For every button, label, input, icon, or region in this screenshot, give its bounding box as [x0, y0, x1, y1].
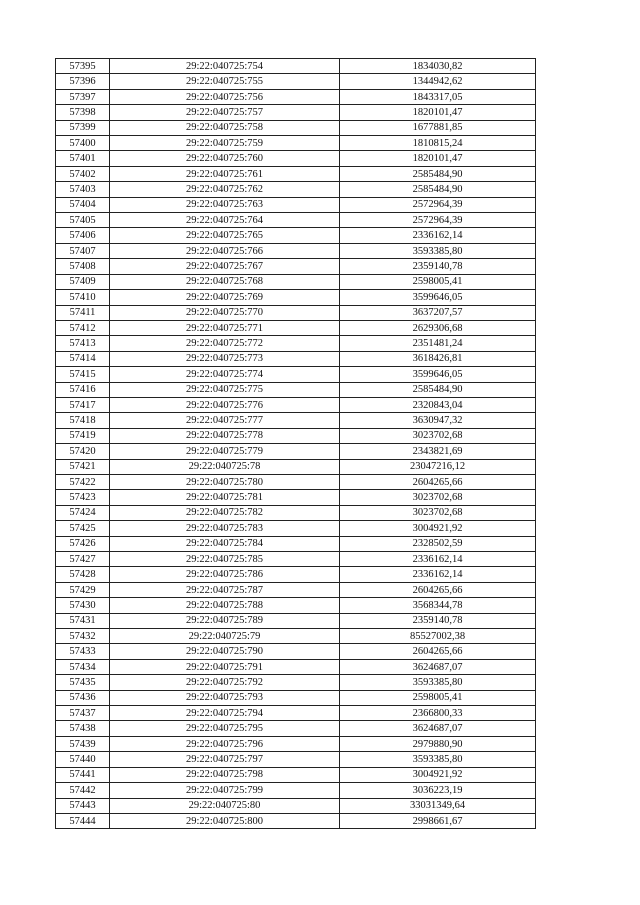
- cadastral-value-cell: 3599646,05: [340, 367, 536, 382]
- cadastral-number-cell: 29:22:040725:761: [110, 166, 340, 181]
- cadastral-value-cell: 3593385,80: [340, 752, 536, 767]
- row-number-cell: 57439: [56, 736, 110, 751]
- row-number-cell: 57441: [56, 767, 110, 782]
- table-row: [56, 243, 536, 258]
- cadastral-number-cell: 29:22:040725:773: [110, 351, 340, 366]
- cadastral-value-cell: 3023702,68: [340, 428, 536, 443]
- row-number-cell: 57420: [56, 444, 110, 459]
- cadastral-number-cell: 29:22:040725:760: [110, 151, 340, 166]
- table-row: [56, 151, 536, 166]
- table-row: [56, 490, 536, 505]
- cadastral-number-cell: 29:22:040725:787: [110, 582, 340, 597]
- table-row: [56, 382, 536, 397]
- table-row: [56, 444, 536, 459]
- row-number-cell: 57436: [56, 690, 110, 705]
- table-row: [56, 166, 536, 181]
- cadastral-number-cell: 29:22:040725:762: [110, 182, 340, 197]
- row-number-cell: 57405: [56, 213, 110, 228]
- row-number-cell: 57437: [56, 706, 110, 721]
- table-row: [56, 105, 536, 120]
- table-row: [56, 59, 536, 74]
- table-row: [56, 320, 536, 335]
- cadastral-number-cell: 29:22:040725:769: [110, 290, 340, 305]
- cadastral-number-cell: 29:22:040725:792: [110, 675, 340, 690]
- cadastral-value-cell: 3630947,32: [340, 413, 536, 428]
- cadastral-number-cell: 29:22:040725:766: [110, 243, 340, 258]
- cadastral-number-cell: 29:22:040725:79: [110, 629, 340, 644]
- table-row: [56, 659, 536, 674]
- cadastral-value-cell: 1834030,82: [340, 59, 536, 74]
- table-row: [56, 613, 536, 628]
- cadastral-value-cell: 3004921,92: [340, 521, 536, 536]
- table-row: [56, 644, 536, 659]
- cadastral-value-cell: 2604265,66: [340, 474, 536, 489]
- row-number-cell: 57403: [56, 182, 110, 197]
- cadastral-value-cell: 3023702,68: [340, 505, 536, 520]
- table-row: [56, 629, 536, 644]
- cadastral-value-cell: 3637207,57: [340, 305, 536, 320]
- cadastral-value-cell: 2572964,39: [340, 213, 536, 228]
- cadastral-number-cell: 29:22:040725:765: [110, 228, 340, 243]
- cadastral-number-cell: 29:22:040725:799: [110, 783, 340, 798]
- table-row: [56, 736, 536, 751]
- row-number-cell: 57417: [56, 397, 110, 412]
- table-row: [56, 367, 536, 382]
- cadastral-value-cell: 2585484,90: [340, 166, 536, 181]
- cadastral-number-cell: 29:22:040725:758: [110, 120, 340, 135]
- cadastral-number-cell: 29:22:040725:796: [110, 736, 340, 751]
- cadastral-number-cell: 29:22:040725:779: [110, 444, 340, 459]
- row-number-cell: 57406: [56, 228, 110, 243]
- cadastral-value-cell: 2998661,67: [340, 813, 536, 828]
- table-row: [56, 89, 536, 104]
- cadastral-number-cell: 29:22:040725:795: [110, 721, 340, 736]
- table-row: [56, 721, 536, 736]
- cadastral-number-cell: 29:22:040725:770: [110, 305, 340, 320]
- cadastral-value-cell: 2604265,66: [340, 644, 536, 659]
- row-number-cell: 57401: [56, 151, 110, 166]
- cadastral-value-cell: 3023702,68: [340, 490, 536, 505]
- table-row: [56, 197, 536, 212]
- row-number-cell: 57434: [56, 659, 110, 674]
- table-row: [56, 274, 536, 289]
- cadastral-number-cell: 29:22:040725:797: [110, 752, 340, 767]
- row-number-cell: 57399: [56, 120, 110, 135]
- row-number-cell: 57397: [56, 89, 110, 104]
- cadastral-value-cell: 2336162,14: [340, 228, 536, 243]
- cadastral-number-cell: 29:22:040725:767: [110, 259, 340, 274]
- cadastral-value-cell: 2336162,14: [340, 552, 536, 567]
- row-number-cell: 57411: [56, 305, 110, 320]
- row-number-cell: 57413: [56, 336, 110, 351]
- table-row: [56, 74, 536, 89]
- row-number-cell: 57396: [56, 74, 110, 89]
- row-number-cell: 57429: [56, 582, 110, 597]
- row-number-cell: 57415: [56, 367, 110, 382]
- cadastral-value-cell: 2320843,04: [340, 397, 536, 412]
- cadastral-value-cell: 1810815,24: [340, 136, 536, 151]
- table-row: [56, 351, 536, 366]
- cadastral-number-cell: 29:22:040725:788: [110, 598, 340, 613]
- cadastral-number-cell: 29:22:040725:772: [110, 336, 340, 351]
- cadastral-value-cell: 3004921,92: [340, 767, 536, 782]
- table-row: [56, 752, 536, 767]
- cadastral-number-cell: 29:22:040725:776: [110, 397, 340, 412]
- cadastral-value-cell: 3618426,81: [340, 351, 536, 366]
- row-number-cell: 57419: [56, 428, 110, 443]
- cadastral-value-cell: 3036223,19: [340, 783, 536, 798]
- table-row: [56, 783, 536, 798]
- cadastral-value-cell: 1820101,47: [340, 151, 536, 166]
- cadastral-value-cell: 2359140,78: [340, 613, 536, 628]
- cadastral-number-cell: 29:22:040725:771: [110, 320, 340, 335]
- cadastral-number-cell: 29:22:040725:755: [110, 74, 340, 89]
- table-row: [56, 706, 536, 721]
- table-row: [56, 813, 536, 828]
- cadastral-value-table: [55, 58, 536, 829]
- cadastral-number-cell: 29:22:040725:780: [110, 474, 340, 489]
- table-row: [56, 675, 536, 690]
- table-row: [56, 397, 536, 412]
- row-number-cell: 57432: [56, 629, 110, 644]
- cadastral-number-cell: 29:22:040725:798: [110, 767, 340, 782]
- cadastral-value-cell: 3593385,80: [340, 243, 536, 258]
- row-number-cell: 57412: [56, 320, 110, 335]
- cadastral-number-cell: 29:22:040725:774: [110, 367, 340, 382]
- row-number-cell: 57438: [56, 721, 110, 736]
- table-row: [56, 521, 536, 536]
- table-row: [56, 459, 536, 474]
- row-number-cell: 57409: [56, 274, 110, 289]
- row-number-cell: 57414: [56, 351, 110, 366]
- cadastral-value-cell: 23047216,12: [340, 459, 536, 474]
- cadastral-number-cell: 29:22:040725:80: [110, 798, 340, 813]
- cadastral-number-cell: 29:22:040725:793: [110, 690, 340, 705]
- table-row: [56, 798, 536, 813]
- cadastral-number-cell: 29:22:040725:78: [110, 459, 340, 474]
- row-number-cell: 57442: [56, 783, 110, 798]
- table-row: [56, 428, 536, 443]
- cadastral-number-cell: 29:22:040725:778: [110, 428, 340, 443]
- row-number-cell: 57444: [56, 813, 110, 828]
- table-row: [56, 336, 536, 351]
- cadastral-value-cell: 2343821,69: [340, 444, 536, 459]
- row-number-cell: 57423: [56, 490, 110, 505]
- cadastral-value-cell: 2359140,78: [340, 259, 536, 274]
- cadastral-value-cell: 2585484,90: [340, 182, 536, 197]
- row-number-cell: 57400: [56, 136, 110, 151]
- cadastral-value-cell: 2604265,66: [340, 582, 536, 597]
- row-number-cell: 57410: [56, 290, 110, 305]
- table-row: [56, 582, 536, 597]
- cadastral-value-cell: 33031349,64: [340, 798, 536, 813]
- table-row: [56, 505, 536, 520]
- cadastral-value-cell: 2629306,68: [340, 320, 536, 335]
- cadastral-number-cell: 29:22:040725:764: [110, 213, 340, 228]
- table-row: [56, 567, 536, 582]
- cadastral-number-cell: 29:22:040725:775: [110, 382, 340, 397]
- row-number-cell: 57430: [56, 598, 110, 613]
- row-number-cell: 57408: [56, 259, 110, 274]
- table-row: [56, 290, 536, 305]
- table-row: [56, 213, 536, 228]
- cadastral-number-cell: 29:22:040725:754: [110, 59, 340, 74]
- cadastral-value-cell: 85527002,38: [340, 629, 536, 644]
- cadastral-value-cell: 3593385,80: [340, 675, 536, 690]
- row-number-cell: 57416: [56, 382, 110, 397]
- cadastral-number-cell: 29:22:040725:789: [110, 613, 340, 628]
- row-number-cell: 57440: [56, 752, 110, 767]
- row-number-cell: 57426: [56, 536, 110, 551]
- row-number-cell: 57418: [56, 413, 110, 428]
- table-row: [56, 690, 536, 705]
- row-number-cell: 57398: [56, 105, 110, 120]
- table-row: [56, 598, 536, 613]
- cadastral-number-cell: 29:22:040725:757: [110, 105, 340, 120]
- cadastral-number-cell: 29:22:040725:759: [110, 136, 340, 151]
- cadastral-value-cell: 3568344,78: [340, 598, 536, 613]
- table-row: [56, 182, 536, 197]
- row-number-cell: 57407: [56, 243, 110, 258]
- cadastral-value-cell: 2598005,41: [340, 274, 536, 289]
- cadastral-value-cell: 3599646,05: [340, 290, 536, 305]
- row-number-cell: 57402: [56, 166, 110, 181]
- row-number-cell: 57425: [56, 521, 110, 536]
- row-number-cell: 57431: [56, 613, 110, 628]
- cadastral-value-cell: 2572964,39: [340, 197, 536, 212]
- cadastral-number-cell: 29:22:040725:763: [110, 197, 340, 212]
- table-row: [56, 228, 536, 243]
- table-row: [56, 259, 536, 274]
- cadastral-number-cell: 29:22:040725:783: [110, 521, 340, 536]
- cadastral-value-cell: 2351481,24: [340, 336, 536, 351]
- row-number-cell: 57435: [56, 675, 110, 690]
- table-row: [56, 305, 536, 320]
- cadastral-number-cell: 29:22:040725:784: [110, 536, 340, 551]
- cadastral-value-cell: 2598005,41: [340, 690, 536, 705]
- table-row: [56, 413, 536, 428]
- cadastral-number-cell: 29:22:040725:785: [110, 552, 340, 567]
- row-number-cell: 57427: [56, 552, 110, 567]
- cadastral-number-cell: 29:22:040725:786: [110, 567, 340, 582]
- cadastral-number-cell: 29:22:040725:777: [110, 413, 340, 428]
- row-number-cell: 57395: [56, 59, 110, 74]
- cadastral-number-cell: 29:22:040725:791: [110, 659, 340, 674]
- table-row: [56, 474, 536, 489]
- table-row: [56, 536, 536, 551]
- cadastral-value-cell: 3624687,07: [340, 721, 536, 736]
- row-number-cell: 57424: [56, 505, 110, 520]
- table-row: [56, 120, 536, 135]
- cadastral-number-cell: 29:22:040725:768: [110, 274, 340, 289]
- row-number-cell: 57422: [56, 474, 110, 489]
- cadastral-number-cell: 29:22:040725:794: [110, 706, 340, 721]
- cadastral-value-cell: 2336162,14: [340, 567, 536, 582]
- cadastral-value-cell: 1344942,62: [340, 74, 536, 89]
- row-number-cell: 57433: [56, 644, 110, 659]
- table-row: [56, 767, 536, 782]
- cadastral-value-cell: 2979880,90: [340, 736, 536, 751]
- table-row: [56, 136, 536, 151]
- cadastral-value-cell: 2328502,59: [340, 536, 536, 551]
- cadastral-value-cell: 2366800,33: [340, 706, 536, 721]
- cadastral-value-cell: 1843317,05: [340, 89, 536, 104]
- row-number-cell: 57428: [56, 567, 110, 582]
- cadastral-number-cell: 29:22:040725:800: [110, 813, 340, 828]
- cadastral-number-cell: 29:22:040725:790: [110, 644, 340, 659]
- cadastral-value-cell: 2585484,90: [340, 382, 536, 397]
- cadastral-value-cell: 1820101,47: [340, 105, 536, 120]
- table-body: [56, 59, 536, 829]
- row-number-cell: 57421: [56, 459, 110, 474]
- cadastral-value-cell: 1677881,85: [340, 120, 536, 135]
- row-number-cell: 57443: [56, 798, 110, 813]
- cadastral-number-cell: 29:22:040725:781: [110, 490, 340, 505]
- cadastral-value-cell: 3624687,07: [340, 659, 536, 674]
- cadastral-number-cell: 29:22:040725:782: [110, 505, 340, 520]
- row-number-cell: 57404: [56, 197, 110, 212]
- table-row: [56, 552, 536, 567]
- cadastral-number-cell: 29:22:040725:756: [110, 89, 340, 104]
